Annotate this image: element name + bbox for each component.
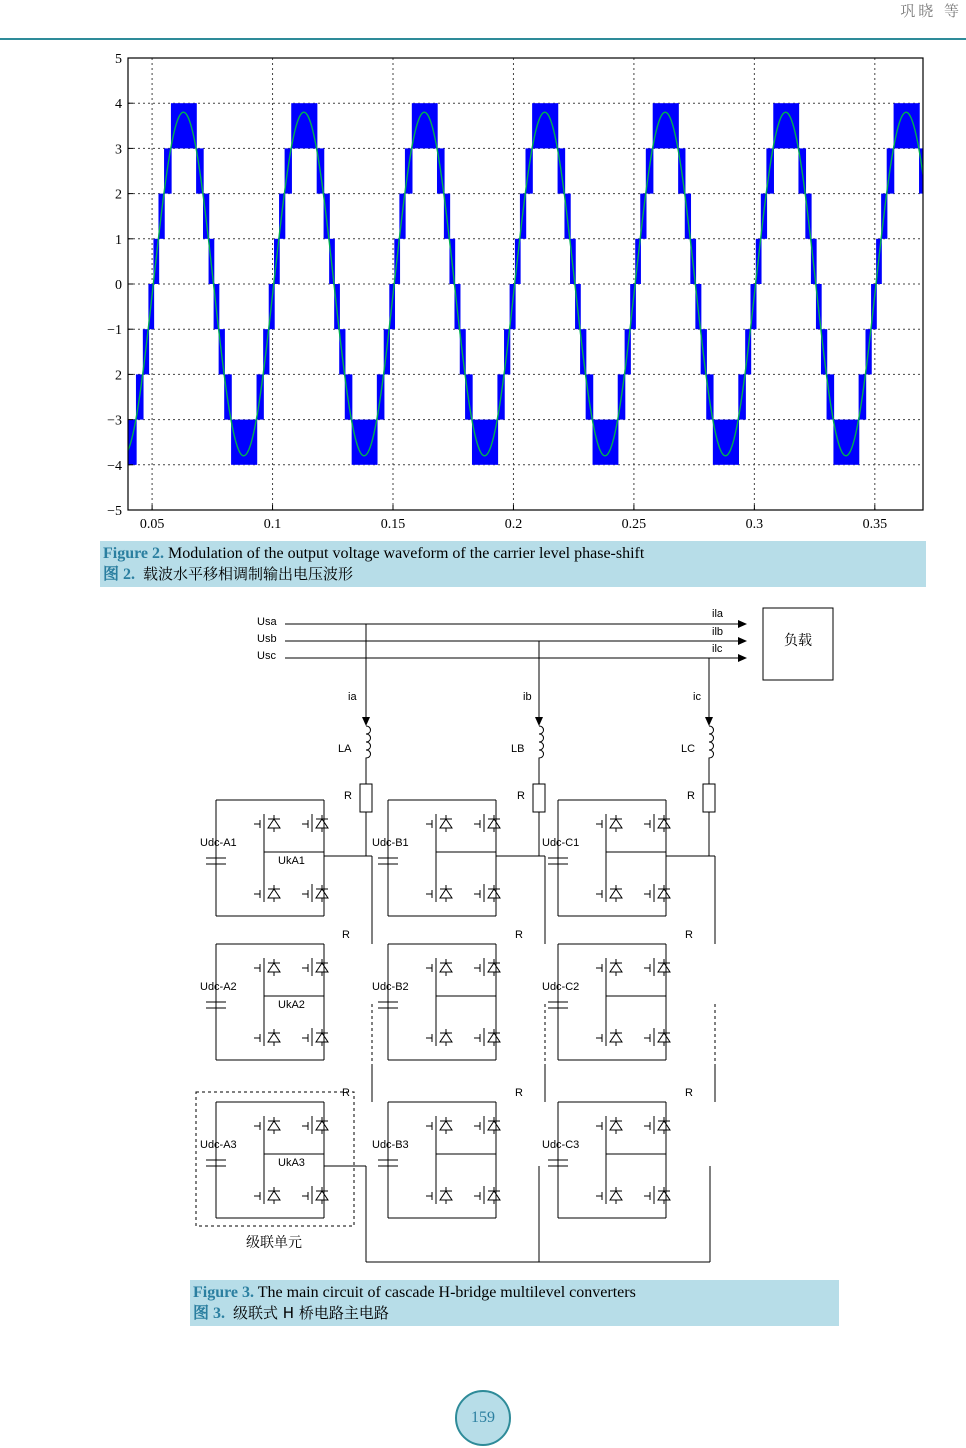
y-tick-label: 2 <box>115 187 122 203</box>
diode <box>268 885 280 902</box>
source-label: Usb <box>257 633 277 645</box>
load-label: 负载 <box>784 632 812 648</box>
diode <box>268 1117 280 1134</box>
unit-dc-label: Udc-A1 <box>200 837 237 849</box>
h-bridge-unit <box>548 944 670 1060</box>
diode <box>440 885 452 902</box>
resistor <box>360 784 372 812</box>
h-bridge-unit <box>548 800 670 916</box>
h-bridge-unit <box>206 944 328 1060</box>
branch-current-arrow <box>535 717 543 726</box>
diode <box>268 1029 280 1046</box>
figure3-label-en: Figure 3. <box>193 1284 255 1301</box>
waveform-chart <box>100 48 930 538</box>
y-tick-label: 3 <box>115 142 122 158</box>
figure3-text-cn: 级联式 H 桥电路主电路 <box>233 1304 389 1322</box>
diode <box>440 959 452 976</box>
branch-current-arrow <box>705 717 713 726</box>
diode <box>658 1187 670 1204</box>
inductor <box>539 726 544 766</box>
figure2-text-en: Modulation of the output voltage waveform of the carrier level phase-shift <box>168 545 645 562</box>
diode <box>440 1187 452 1204</box>
pwm-band <box>412 103 437 148</box>
x-tick-label: 0.05 <box>139 517 165 532</box>
resistor-label: R <box>685 929 693 941</box>
y-tick-label: −3 <box>107 413 122 429</box>
header-author: 巩晓 等 <box>900 2 962 20</box>
load-current-label: ila <box>712 608 724 620</box>
unit-dc-label: Udc-C3 <box>542 1139 580 1151</box>
diode <box>488 1117 500 1134</box>
x-tick-label: 0.2 <box>504 517 523 532</box>
pwm-band <box>231 420 256 465</box>
cascade-unit-label: 级联单元 <box>246 1234 302 1250</box>
resistor-label: R <box>344 790 352 802</box>
header-rule <box>0 38 966 40</box>
pwm-band <box>352 420 377 465</box>
pwm-band <box>171 103 196 148</box>
pwm-band <box>773 103 798 148</box>
circuit-wires <box>285 608 833 1262</box>
y-tick-label: −5 <box>107 504 122 519</box>
unit-output-label: UkA2 <box>278 999 305 1011</box>
x-tick-label: 0.25 <box>621 517 647 532</box>
unit-output-label: UkA1 <box>278 855 305 867</box>
figure2-caption <box>100 541 926 587</box>
y-tick-label: 0 <box>115 278 122 293</box>
diode <box>316 959 328 976</box>
resistor <box>703 784 715 812</box>
resistor-label: R <box>517 790 525 802</box>
branch-current-label: ib <box>523 691 532 703</box>
inductor-label: LA <box>338 743 352 755</box>
inductor <box>366 726 371 766</box>
h-bridge-unit <box>206 800 328 916</box>
x-tick-label: 0.1 <box>263 517 282 532</box>
unit-dc-label: Udc-B3 <box>372 1139 409 1151</box>
pwm-band <box>532 103 557 148</box>
h-bridge-unit <box>206 1102 328 1218</box>
resistor <box>533 784 545 812</box>
diode <box>610 1187 622 1204</box>
diode <box>658 1117 670 1134</box>
x-tick-label: 0.35 <box>862 517 888 532</box>
load-current-arrow <box>738 654 747 662</box>
diode <box>268 959 280 976</box>
h-bridge-unit <box>378 944 500 1060</box>
pwm-band <box>653 103 678 148</box>
pwm-band <box>833 420 858 465</box>
unit-output-label: UkA3 <box>278 1157 305 1169</box>
diode <box>440 1029 452 1046</box>
x-tick-label: 0.3 <box>745 517 764 532</box>
y-tick-label: 2 <box>115 368 122 384</box>
resistor-label: R <box>685 1087 693 1099</box>
unit-dc-label: Udc-B2 <box>372 981 409 993</box>
branch-current-arrow <box>362 717 370 726</box>
pwm-band <box>894 103 919 148</box>
page-number: 159 <box>455 1390 511 1446</box>
diode <box>488 885 500 902</box>
diode <box>268 1187 280 1204</box>
inductor <box>709 726 714 766</box>
diode <box>610 815 622 832</box>
diode <box>440 815 452 832</box>
circuit-diagram <box>190 604 850 1274</box>
unit-dc-label: Udc-C2 <box>542 981 580 993</box>
load-current-arrow <box>738 637 747 645</box>
load-current-label: ilc <box>712 643 723 655</box>
pwm-band <box>291 103 316 148</box>
diode <box>316 815 328 832</box>
h-bridge-unit <box>548 1102 670 1218</box>
figure2-text-cn: 载波水平移相调制输出电压波形 <box>143 565 354 583</box>
h-bridge-unit <box>378 1102 500 1218</box>
y-tick-label: 4 <box>115 97 122 113</box>
diode <box>610 885 622 902</box>
h-bridge-unit <box>378 800 500 916</box>
pwm-band <box>472 420 497 465</box>
pwm-band <box>593 420 618 465</box>
diode <box>488 1187 500 1204</box>
inductor-label: LC <box>681 743 696 755</box>
resistor-label: R <box>515 929 523 941</box>
source-label: Usa <box>257 616 277 628</box>
diode <box>440 1117 452 1134</box>
diode <box>610 1029 622 1046</box>
diode <box>658 959 670 976</box>
figure3-caption <box>190 1280 839 1326</box>
branch-current-label: ia <box>348 691 357 703</box>
figure3-text-en: The main circuit of cascade H-bridge multilevel converters <box>257 1284 636 1301</box>
diode <box>488 815 500 832</box>
unit-dc-label: Udc-B1 <box>372 837 409 849</box>
y-tick-label: 5 <box>115 52 122 67</box>
diode <box>488 1029 500 1046</box>
load-current-arrow <box>738 620 747 628</box>
diode <box>658 815 670 832</box>
diode <box>610 1117 622 1134</box>
diode <box>488 959 500 976</box>
diode <box>610 959 622 976</box>
inductor-label: LB <box>511 743 525 755</box>
diode <box>658 1029 670 1046</box>
y-tick-label: −1 <box>107 323 122 339</box>
unit-dc-label: Udc-A2 <box>200 981 237 993</box>
y-tick-label: 1 <box>115 232 122 248</box>
unit-dc-label: Udc-A3 <box>200 1139 237 1151</box>
cascade-unit-box <box>196 1092 354 1226</box>
unit-dc-label: Udc-C1 <box>542 837 580 849</box>
resistor-label: R <box>342 929 350 941</box>
diode <box>316 885 328 902</box>
x-tick-label: 0.15 <box>380 517 406 532</box>
pwm-band <box>713 420 738 465</box>
resistor-label: R <box>342 1087 350 1099</box>
diode <box>658 885 670 902</box>
load-current-label: ilb <box>712 626 724 638</box>
figure2-label-en: Figure 2. <box>103 545 165 562</box>
resistor-label: R <box>687 790 695 802</box>
diode <box>268 815 280 832</box>
diode <box>316 1187 328 1204</box>
figure3-label-cn: 图 3. <box>193 1305 226 1322</box>
diode <box>316 1029 328 1046</box>
resistor-label: R <box>515 1087 523 1099</box>
y-tick-label: −4 <box>107 458 122 474</box>
diode <box>316 1117 328 1134</box>
figure2-label-cn: 图 2. <box>103 566 136 583</box>
branch-current-label: ic <box>693 691 701 703</box>
source-label: Usc <box>257 650 276 662</box>
